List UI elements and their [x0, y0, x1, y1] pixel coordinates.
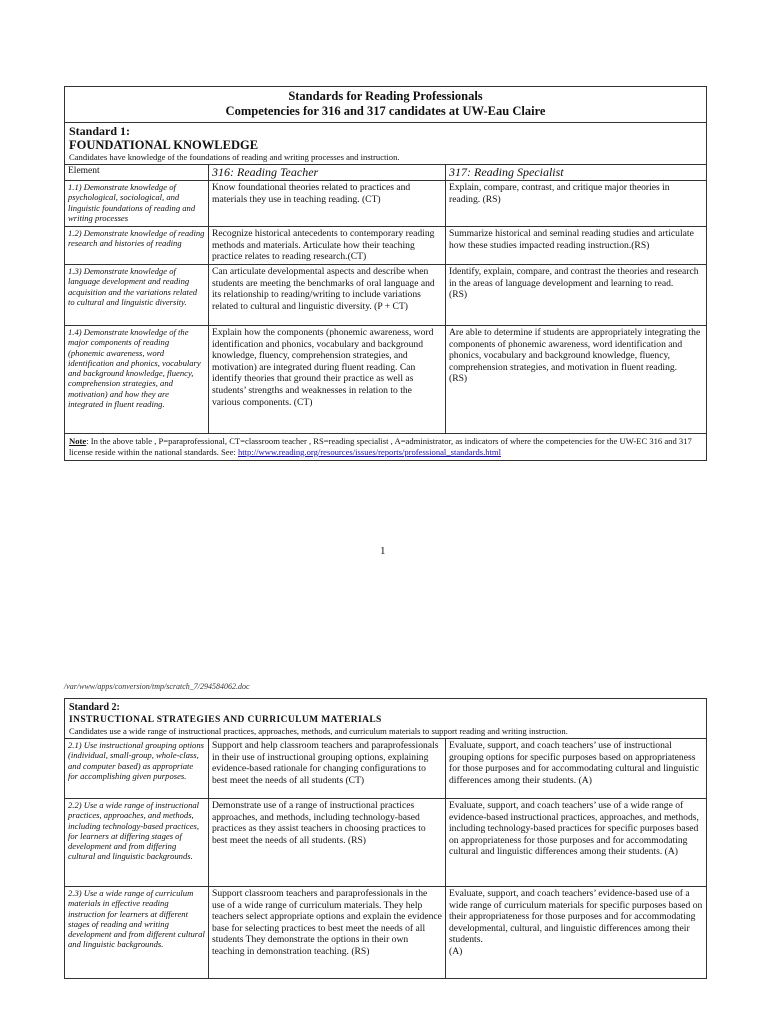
specialist-cell: Identify, explain, compare, and contrast the theories and research in the areas of language development and learning to read. (RS) [446, 265, 707, 326]
standard1-heading [65, 123, 707, 165]
document-title [65, 87, 707, 123]
table-row [65, 181, 707, 227]
teacher-cell: Can articulate developmental aspects and describe when students are meeting the benchmarks of oral language and its relationship to reading/writing to include variations related to cultural and linguistic diversity. (P + CT) [209, 265, 446, 326]
teacher-cell: Recognize historical antecedents to contemporary reading methods and materials. Articulate how their teaching practice relates to reading research.(CT) [209, 227, 446, 265]
element-cell: 1.4) Demonstrate knowledge of the major components of reading (phonemic awareness, word identification and phonics, vocabulary and background knowledge, fluency, comprehension strategies, and motivation) and how they are integrated in fluent reading. [65, 326, 209, 434]
table-row [65, 739, 707, 799]
element-cell: 2.1) Use instructional grouping options (individual, small-group, whole-class, and computer based) as appropriate for accomplishing given purposes. [65, 739, 209, 799]
teacher-cell: Know foundational theories related to practices and materials they use in teaching reading. (CT) [209, 181, 446, 227]
element-cell: 1.1) Demonstrate knowledge of psychological, sociological, and linguistic foundations of reading and writing processes [65, 181, 209, 227]
note-text: : In the above table , P=paraprofessional, CT=classroom teacher , RS=reading specialist , A=administrator, as indicators of where the competencies for the UW-EC 316 and 317 license reside within the national standards. See: [69, 436, 692, 457]
standard1-description: Candidates have knowledge of the foundations of reading and writing processes and instruction. [69, 152, 400, 162]
standard1-name: FOUNDATIONAL KNOWLEDGE [69, 138, 259, 152]
standard2-label: Standard 2: [69, 702, 120, 713]
page-number: 1 [380, 545, 386, 557]
note-label: Note [69, 436, 87, 446]
standard1-table [64, 86, 707, 461]
standard2-name: INSTRUCTIONAL STRATEGIES AND CURRICULUM MATERIALS [69, 715, 382, 725]
specialist-cell: Evaluate, support, and coach teachers’ use of a wide range of evidence-based instructional practices, approaches, and methods, including technology-based practices for specific purposes based on appropriateness for those purposes and for accommodating cultural and linguistic differences among their students. (A) [446, 799, 707, 887]
element-cell: 1.3) Demonstrate knowledge of language development and reading acquisition and the variations related to cultural and linguistic diversity. [65, 265, 209, 326]
title-line-1: Standards for Reading Professionals [288, 89, 483, 103]
specialist-cell: Evaluate, support, and coach teachers’ evidence-based use of a wide range of curriculum materials for specific purposes based on their appropriateness for those purposes and for accommodating developmental, cultural, and linguistic differences among their students. (A) [446, 887, 707, 979]
file-path: /var/www/apps/conversion/tmp/scratch_7/294584062.doc [64, 682, 250, 691]
element-cell: 1.2) Demonstrate knowledge of reading research and histories of reading [65, 227, 209, 265]
teacher-cell: Explain how the components (phonemic awareness, word identification and phonics, vocabulary and background knowledge, fluency, comprehension strategies, and motivation) are integrated during fluent reading. Can identify theories that ground their practice as well as students’ strengths and weaknesses in relation to the various components. (CT) [209, 326, 446, 434]
table-row [65, 326, 707, 434]
specialist-cell: Evaluate, support, and coach teachers’ use of instructional grouping options for specific purposes based on appropriateness for those purposes and for accommodating cultural and linguistic differences among their students. (A) [446, 739, 707, 799]
table-row [65, 227, 707, 265]
teacher-cell: Support and help classroom teachers and paraprofessionals in their use of instructional grouping options, explaining evidence-based rationale for changing configurations to best meet the needs of all students (CT) [209, 739, 446, 799]
abbreviation-note [65, 434, 707, 461]
element-cell: 2.2) Use a wide range of instructional practices, approaches, and methods, including technology-based practices, for learners at differing stages of development and from differing cultural and linguistic backgrounds. [65, 799, 209, 887]
standard2-table [64, 698, 707, 979]
standard2-description: Candidates use a wide range of instructional practices, approaches, methods, and curriculum materials to support reading and writing instruction. [69, 726, 568, 736]
specialist-cell: Are able to determine if students are appropriately integrating the components of phonemic awareness, word identification and phonics, vocabulary and background knowledge, fluency, comprehension strategies, and motivation in fluent reading. (RS) [446, 326, 707, 434]
header-element: Element [65, 165, 209, 181]
header-reading-teacher: 316: Reading Teacher [209, 165, 446, 181]
table-row [65, 799, 707, 887]
table-row [65, 265, 707, 326]
teacher-cell: Demonstrate use of a range of instructional practices approaches, and methods, including technology-based practices as they assist teachers in choosing practices to best meet the needs of all students. (RS) [209, 799, 446, 887]
teacher-cell: Support classroom teachers and paraprofessionals in the use of a wide range of curriculum materials. They help teachers select appropriate options and explain the evidence base for selecting practices to best meet the needs of all students They demonstrate the options in their own teaching in demonstration teaching. (RS) [209, 887, 446, 979]
element-cell: 2.3) Use a wide range of curriculum materials in effective reading instruction for learners at different stages of reading and writing development and from different cultural and linguistic backgrounds. [65, 887, 209, 979]
standard2-heading [65, 699, 707, 739]
header-reading-specialist: 317: Reading Specialist [446, 165, 707, 181]
specialist-cell: Explain, compare, contrast, and critique major theories in reading. (RS) [446, 181, 707, 227]
standards-link[interactable]: http://www.reading.org/resources/issues/reports/professional_standards.html [237, 446, 501, 457]
specialist-cell: Summarize historical and seminal reading studies and articulate how these studies impacted reading instruction.(RS) [446, 227, 707, 265]
standard1-label: Standard 1: [69, 124, 131, 138]
title-line-2: Competencies for 316 and 317 candidates at UW-Eau Claire [225, 104, 546, 118]
table-row [65, 887, 707, 979]
